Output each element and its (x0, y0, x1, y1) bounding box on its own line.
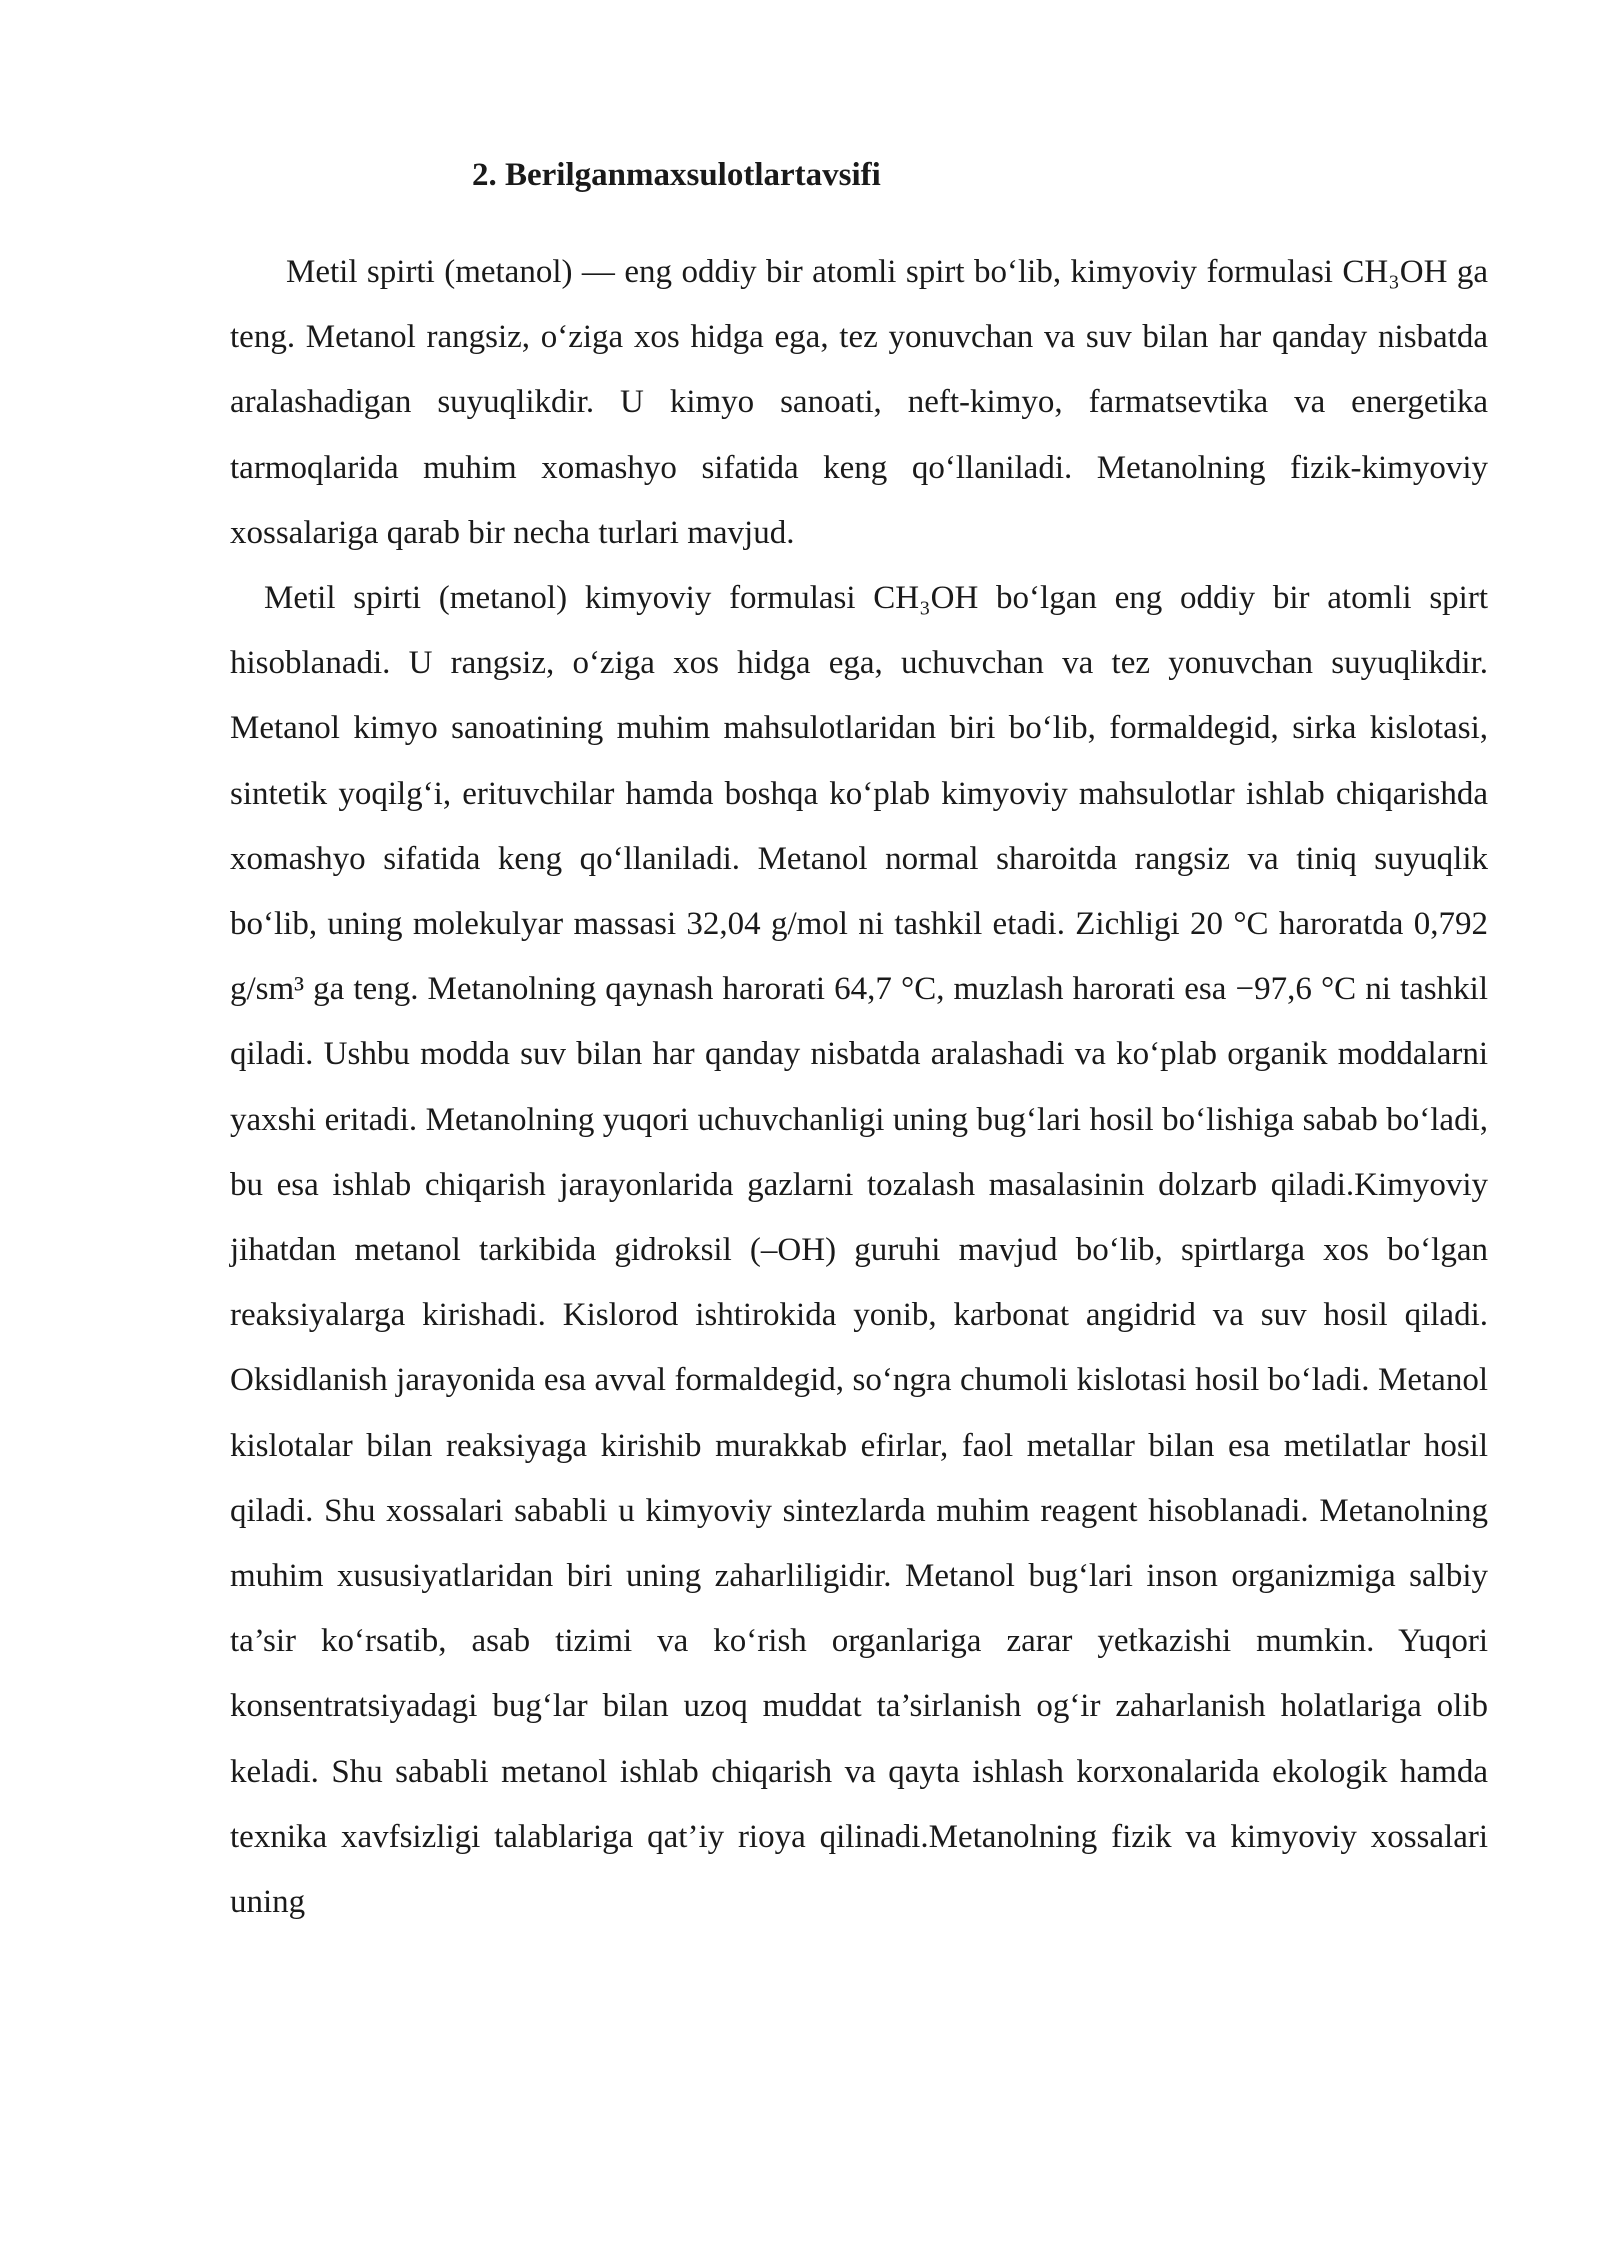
section-heading: 2. Berilganmaxsulotlartavsifi (472, 157, 881, 193)
document-body (230, 240, 1488, 1935)
paragraph-intro: Metil spirti (metanol) — eng oddiy bir atomli spirt bo‘lib, kimyoviy formulasi CH₃OH ga teng. Metanol rangsiz, o‘ziga xos hidga ega, tez yonuvchan va suv bilan har qanday nisbatda aralashadigan suyuqlikdir. U kimyo sanoati, neft-kimyo, farmatsevtika va energetika tarmoqlarida muhim xomashyo sifatida keng qo‘llaniladi. Metanolning fizik-kimyoviy xossalariga qarab bir necha turlari mavjud. (230, 254, 1488, 551)
paragraph-properties: Metil spirti (metanol) kimyoviy formulasi CH₃OH bo‘lgan eng oddiy bir atomli spirt hisoblanadi. U rangsiz, o‘ziga xos hidga ega, uchuvchan va tez yonuvchan suyuqlikdir. Metanol kimyo sanoatining muhim mahsulotlaridan biri bo‘lib, formaldegid, sirka kislotasi, sintetik yoqilg‘i, erituvchilar hamda boshqa ko‘plab kimyoviy mahsulotlar ishlab chiqarishda xomashyo sifatida keng qo‘llaniladi. Metanol normal sharoitda rangsiz va tiniq suyuqlik bo‘lib, uning molekulyar massasi 32,04 g/mol ni tashkil etadi. Zichligi 20 °C haroratda 0,792 g/sm³ ga teng. Metanolning qaynash harorati 64,7 °C, muzlash harorati esa −97,6 °C ni tashkil qiladi. Ushbu modda suv bilan har qanday nisbatda aralashadi va ko‘plab organik moddalarni yaxshi eritadi. Metanolning yuqori uchuvchanligi uning bug‘lari hosil bo‘lishiga sabab bo‘ladi, bu esa ishlab chiqarish jarayonlarida gazlarni tozalash masalasinin dolzarb qiladi.Kimyoviy jihatdan metanol tarkibida gidroksil (–OH) guruhi mavjud bo‘lib, spirtlarga xos bo‘lgan reaksiyalarga kirishadi. Kislorod ishtirokida yonib, karbonat angidrid va suv hosil qiladi. Oksidlanish jarayonida esa avval formaldegid, so‘ngra chumoli kislotasi hosil bo‘ladi. Metanol kislotalar bilan reaksiyaga kirishib murakkab efirlar, faol metallar bilan esa metilatlar hosil qiladi. Shu xossalari sababli u kimyoviy sintezlarda muhim reagent hisoblanadi. Metanolning muhim xususiyatlaridan biri uning zaharliligidir. Metanol bug‘lari inson organizmiga salbiy ta’sir ko‘rsatib, asab tizimi va ko‘rish organlariga zarar yetkazishi mumkin. Yuqori konsentratsiyadagi bug‘lar bilan uzoq muddat ta’sirlanish og‘ir zaharlanish holatlariga olib keladi. Shu sababli metanol ishlab chiqarish va qayta ishlash korxonalarida ekologik hamda texnika xavfsizligi talablariga qat’iy rioya qilinadi.Metanolning fizik va kimyoviy xossalari uning (230, 580, 1488, 1921)
